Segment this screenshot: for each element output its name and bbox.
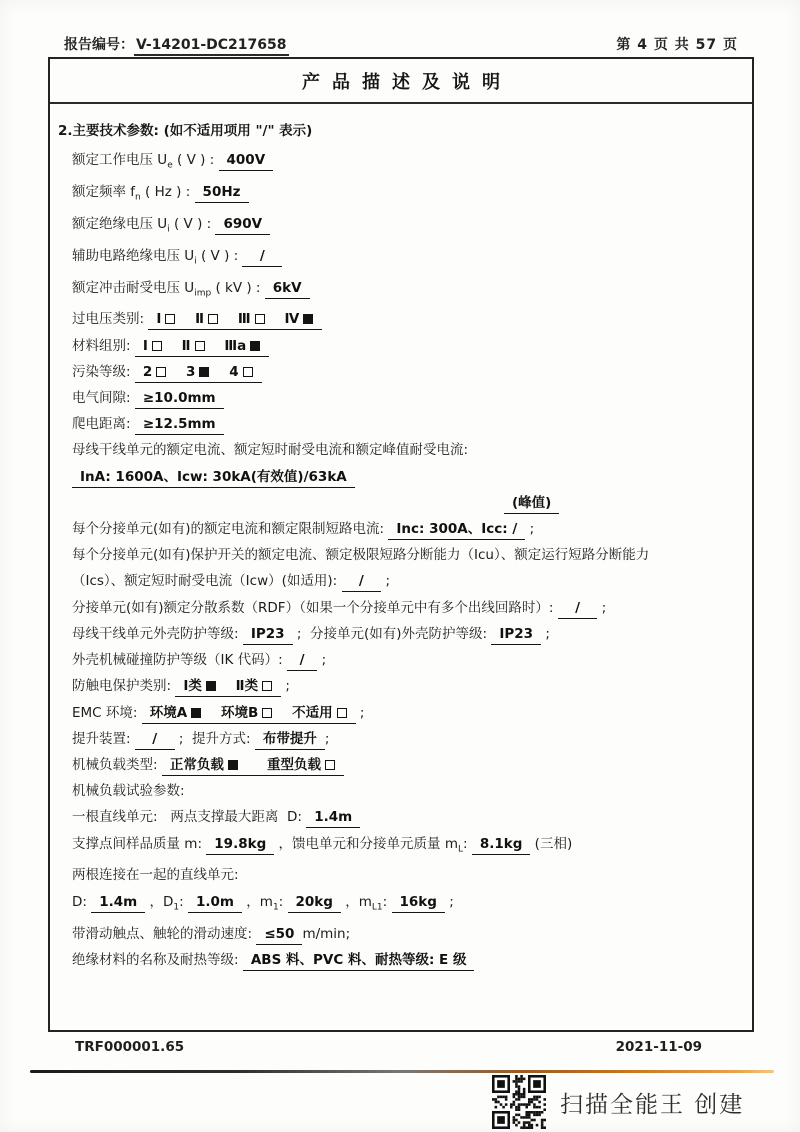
form-label: ，$D_1$: bbox=[145, 893, 188, 913]
form-line bbox=[72, 211, 742, 243]
form-label: 分接单元(如有)额定分散系数（RDF）（如果一个分接单元中有多个出线回路时）: bbox=[72, 599, 558, 616]
form-line bbox=[72, 700, 742, 726]
form-value: Ⅰ Ⅱ Ⅲa bbox=[135, 337, 269, 357]
checkbox-checked-icon bbox=[228, 760, 238, 770]
form-value: 2 3 4 bbox=[135, 363, 262, 383]
section-heading: 2.主要技术参数: (如不适用项用 "/" 表示) bbox=[58, 123, 313, 139]
form-line bbox=[72, 243, 742, 275]
checkbox-empty-icon bbox=[243, 367, 253, 377]
page-title: 产品描述及说明 bbox=[50, 59, 752, 104]
form-label: ; bbox=[444, 893, 454, 910]
form-label: ; bbox=[597, 599, 607, 616]
form-value: 环境A 环境B 不适用 bbox=[142, 704, 356, 724]
form-label: 爬电距离: bbox=[72, 416, 135, 433]
form-value: 50Hz bbox=[195, 183, 249, 203]
form-label: ; bbox=[317, 652, 327, 669]
form-value: ≥12.5mm bbox=[135, 415, 224, 435]
qr-code-icon bbox=[492, 1075, 546, 1129]
checkbox-checked-icon bbox=[206, 681, 216, 691]
form-label: 机械负载类型: bbox=[72, 756, 162, 773]
scanner-watermark bbox=[492, 1075, 744, 1129]
form-label: 额定绝缘电压 $U_i$ ( V ) : bbox=[72, 215, 216, 235]
form-value: 6kV bbox=[265, 279, 310, 299]
form-value: 布带提升 bbox=[255, 730, 325, 750]
form-label: 外壳机械碰撞防护等级（IK 代码）: bbox=[72, 652, 287, 669]
form-line bbox=[72, 333, 742, 359]
form-line bbox=[72, 568, 742, 594]
form-label: 绝缘材料的名称及耐热等级: bbox=[72, 951, 243, 968]
checkbox-empty-icon bbox=[337, 708, 347, 718]
form-label: ; bbox=[541, 625, 550, 642]
form-label: 机械负载试验参数: bbox=[72, 783, 185, 800]
form-label: 额定工作电压 $U_e$ ( V ) : bbox=[72, 152, 219, 171]
page-footer bbox=[75, 1039, 702, 1055]
report-number-label: 报告编号： bbox=[64, 37, 134, 53]
checkbox-empty-icon bbox=[156, 367, 166, 377]
scanner-caption: 扫描全能王 创建 bbox=[560, 1091, 745, 1118]
form-label: ; 提升方式: bbox=[174, 730, 255, 747]
form-line bbox=[72, 752, 742, 778]
form-value: 16kg bbox=[392, 893, 445, 913]
form-label: ; bbox=[381, 573, 391, 590]
form-value: Ⅰ Ⅱ Ⅲ Ⅳ bbox=[148, 310, 322, 330]
checkbox-empty-icon bbox=[152, 341, 162, 351]
form-value: 1.0m bbox=[188, 893, 242, 913]
form-line bbox=[72, 437, 742, 489]
form-value: Inc: 300A、Icc: / bbox=[388, 520, 525, 540]
form-label: 过电压类别: bbox=[72, 311, 149, 328]
form-line bbox=[72, 385, 742, 411]
form-line bbox=[72, 778, 742, 804]
form-line bbox=[72, 542, 742, 568]
form-value: 20kg bbox=[288, 893, 341, 913]
form-value: 1.4m bbox=[91, 893, 145, 913]
form-label: 母线干线单元的额定电流、额定短时耐受电流和额定峰值耐受电流: bbox=[72, 442, 473, 459]
form-label: ，$m_1$: bbox=[241, 893, 288, 913]
form-label: ; bbox=[324, 730, 330, 747]
form-value: / bbox=[558, 599, 598, 619]
form-label: 每个分接单元(如有)保护开关的额定电流、额定极限短路分断能力（Icu）、额定运行短路分断能力 bbox=[72, 547, 650, 564]
checkbox-empty-icon bbox=[208, 314, 218, 324]
form-label: 额定频率 $f_n$ ( Hz ) : bbox=[72, 183, 195, 203]
form-line bbox=[72, 831, 742, 863]
form-value: InA: 1600A、Icw: 30kA(有效值)/63kA bbox=[72, 468, 355, 488]
form-label: 每个分接单元(如有)的额定电流和额定限制短路电流: bbox=[72, 521, 389, 538]
form-line bbox=[72, 726, 742, 752]
form-line bbox=[72, 947, 742, 973]
form-value: / bbox=[135, 730, 175, 750]
form-value: IP23 bbox=[243, 625, 293, 645]
form-line bbox=[72, 647, 742, 673]
report-number bbox=[64, 34, 289, 54]
form-label: 防触电保护类别: bbox=[72, 678, 176, 695]
form-line bbox=[72, 621, 742, 647]
checkbox-checked-icon bbox=[191, 708, 201, 718]
form-label: (三相) bbox=[530, 835, 573, 852]
form-label: 支撑点间样品质量 m: bbox=[72, 835, 207, 852]
checkbox-empty-icon bbox=[165, 314, 175, 324]
page-header bbox=[64, 34, 738, 54]
form-value: (峰值) bbox=[504, 494, 559, 514]
form-label: 污染等级: bbox=[72, 363, 135, 380]
form-line bbox=[72, 147, 742, 179]
checkbox-empty-icon bbox=[262, 681, 272, 691]
form-line bbox=[72, 411, 742, 437]
form-value: IP23 bbox=[491, 625, 541, 645]
form-line bbox=[72, 595, 742, 621]
report-number-value: V-14201-DC217658 bbox=[134, 37, 289, 56]
form-label: 带滑动触点、触轮的滑动速度: bbox=[72, 925, 257, 942]
form-label: 提升装置: bbox=[72, 730, 135, 747]
form-label: 材料组别: bbox=[72, 337, 135, 354]
checkbox-empty-icon bbox=[262, 708, 272, 718]
form-label: （Ics）、额定短时耐受电流（Icw）(如适用): bbox=[72, 573, 342, 590]
form-lines bbox=[50, 145, 752, 973]
form-line bbox=[72, 862, 742, 888]
form-line bbox=[72, 804, 742, 830]
form-label: 辅助电路绝缘电压 $U_i$ ( V ) : bbox=[72, 247, 243, 267]
form-value: 1.4m bbox=[306, 808, 360, 828]
form-label: 额定冲击耐受电压 $U_{imp}$ ( kV ) : bbox=[72, 279, 265, 299]
checkbox-empty-icon bbox=[325, 760, 335, 770]
checkbox-checked-icon bbox=[250, 341, 260, 351]
checkbox-checked-icon bbox=[199, 367, 209, 377]
form-line bbox=[72, 516, 742, 542]
form-label: 母线干线单元外壳防护等级: bbox=[72, 625, 243, 642]
form-label: D: bbox=[72, 893, 92, 910]
footer-date: 2021-11-09 bbox=[615, 1039, 702, 1055]
form-value: 400V bbox=[219, 151, 274, 171]
form-label: 一根直线单元: 两点支撑最大距离 D: bbox=[72, 809, 307, 826]
form-line bbox=[72, 921, 742, 947]
form-label: ; bbox=[525, 521, 535, 538]
form-label: EMC 环境: bbox=[72, 704, 142, 721]
form-line bbox=[72, 359, 742, 385]
form-line bbox=[72, 490, 742, 516]
form-value: 690V bbox=[215, 215, 270, 235]
checkbox-empty-icon bbox=[255, 314, 265, 324]
form-value: 8.1kg bbox=[472, 835, 531, 855]
scan-divider-line bbox=[30, 1070, 774, 1073]
form-label: ; 分接单元(如有)外壳防护等级: bbox=[292, 625, 492, 642]
checkbox-checked-icon bbox=[303, 314, 313, 324]
form-label: ; bbox=[355, 704, 365, 721]
form-value: ABS 料、PVC 料、耐热等级: E 级 bbox=[243, 951, 475, 971]
form-line bbox=[72, 889, 742, 921]
form-value: ≥10.0mm bbox=[135, 389, 224, 409]
form-line bbox=[72, 306, 742, 332]
form-value: / bbox=[342, 572, 382, 592]
form-line bbox=[72, 673, 742, 699]
form-label: m/min; bbox=[302, 925, 351, 942]
form-value: 正常负载 重型负载 bbox=[162, 756, 344, 776]
form-line bbox=[72, 275, 742, 307]
form-value: Ⅰ类 Ⅱ类 bbox=[175, 677, 281, 697]
footer-trf-code: TRF000001.65 bbox=[75, 1039, 185, 1055]
form-label: ，$m_{L1}$: bbox=[340, 893, 392, 913]
page-info: 第 4 页 共 57 页 bbox=[616, 37, 738, 53]
form-value: / bbox=[242, 247, 282, 267]
form-value: 19.8kg bbox=[206, 835, 274, 855]
form-label: ，馈电单元和分接单元质量 $m_L$: bbox=[274, 835, 472, 855]
form-sheet bbox=[48, 57, 754, 1032]
form-value: / bbox=[287, 651, 317, 671]
form-line bbox=[72, 179, 742, 211]
form-label: 两根连接在一起的直线单元: bbox=[72, 867, 239, 884]
form-value: ≤50 bbox=[256, 925, 302, 945]
form-label: 电气间隙: bbox=[72, 390, 135, 407]
form-label: ; bbox=[281, 678, 290, 695]
checkbox-empty-icon bbox=[195, 341, 205, 351]
